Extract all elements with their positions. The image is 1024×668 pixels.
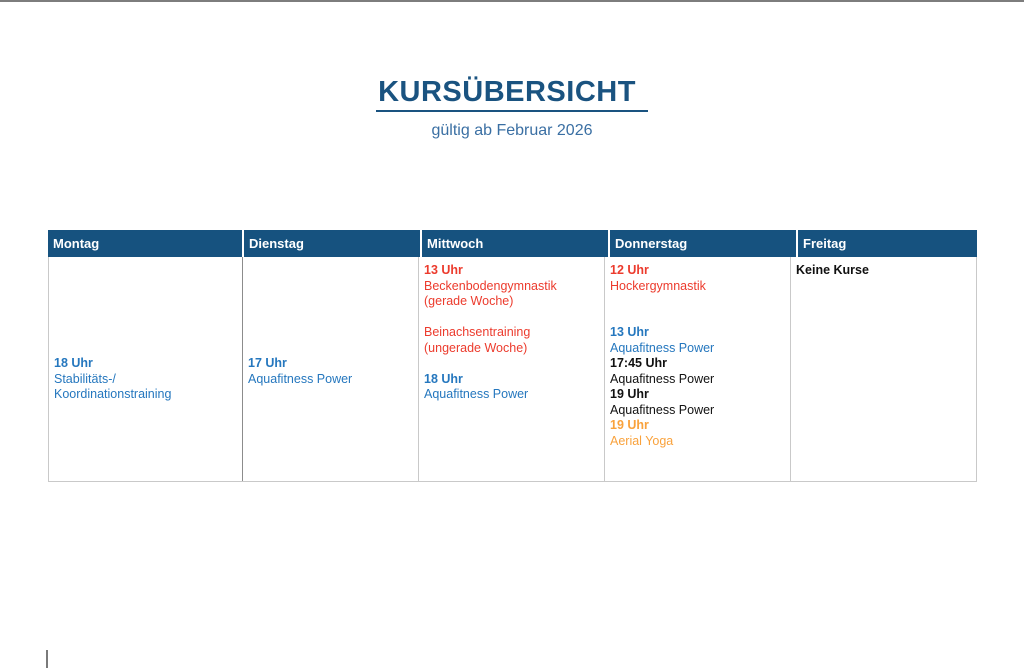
blank-line [248,263,414,279]
schedule-line: 18 Uhr [54,356,93,370]
blank-line [248,325,414,341]
blank-line [54,310,238,326]
page-subtitle: gültig ab Februar 2026 [431,122,593,139]
blank-line [54,263,238,279]
column-header-montag: Montag [48,230,242,257]
schedule-line: Koordinationstraining [54,387,172,401]
schedule-line: 17 Uhr [248,356,287,370]
schedule-line: 18 Uhr [424,371,463,386]
column-header-freitag: Freitag [798,230,977,257]
blank-line [54,325,238,341]
schedule-line: 12 Uhr [610,263,649,277]
blank-line [248,294,414,310]
schedule-line: (gerade Woche) [424,294,514,308]
blank-line [54,341,238,357]
schedule-line: (ungerade Woche) [424,340,528,355]
schedule-line: Beinachsentraining [424,325,531,339]
window-top-border [0,0,1024,2]
column-header-mittwoch: Mittwoch [422,230,608,257]
schedule-line: Stabilitäts-/ [54,371,116,386]
schedule-line: Hockergymnastik [610,278,706,293]
table-body-row [48,257,977,482]
text-cursor-caret [46,650,48,668]
schedule-line: 13 Uhr [424,263,463,277]
blank-line [54,294,238,310]
schedule-line: Aquafitness Power [610,340,715,355]
day-cell-mittwoch [419,257,605,481]
title-wrap [0,78,1024,112]
page-title: KURSÜBERSICHT [376,78,648,112]
schedule-line: Keine Kurse [796,263,869,277]
blank-line [54,279,238,295]
blank-line [248,310,414,326]
day-cell-donnerstag [605,257,791,481]
column-header-dienstag: Dienstag [244,230,420,257]
table-header-row [48,230,977,257]
day-cell-freitag [791,257,976,481]
column-header-donnerstag: Donnerstag [610,230,796,257]
schedule-line: 19 Uhr [610,418,649,432]
schedule-line: Aquafitness Power [248,371,353,386]
schedule-line: 19 Uhr [610,387,649,401]
blank-line [424,310,600,326]
blank-line [610,310,786,326]
course-table [48,230,977,482]
schedule-line: 13 Uhr [610,325,649,339]
blank-line [610,294,786,310]
schedule-line: 17:45 Uhr [610,356,667,370]
schedule-line: Beckenbodengymnastik [424,278,557,293]
schedule-line: Aquafitness Power [610,371,715,386]
blank-line [248,279,414,295]
blank-line [248,341,414,357]
blank-line [424,356,600,372]
day-cell-dienstag [243,257,419,481]
schedule-line: Aquafitness Power [610,402,715,417]
day-cell-montag [49,257,243,481]
schedule-line: Aerial Yoga [610,433,674,448]
schedule-line: Aquafitness Power [424,387,529,401]
